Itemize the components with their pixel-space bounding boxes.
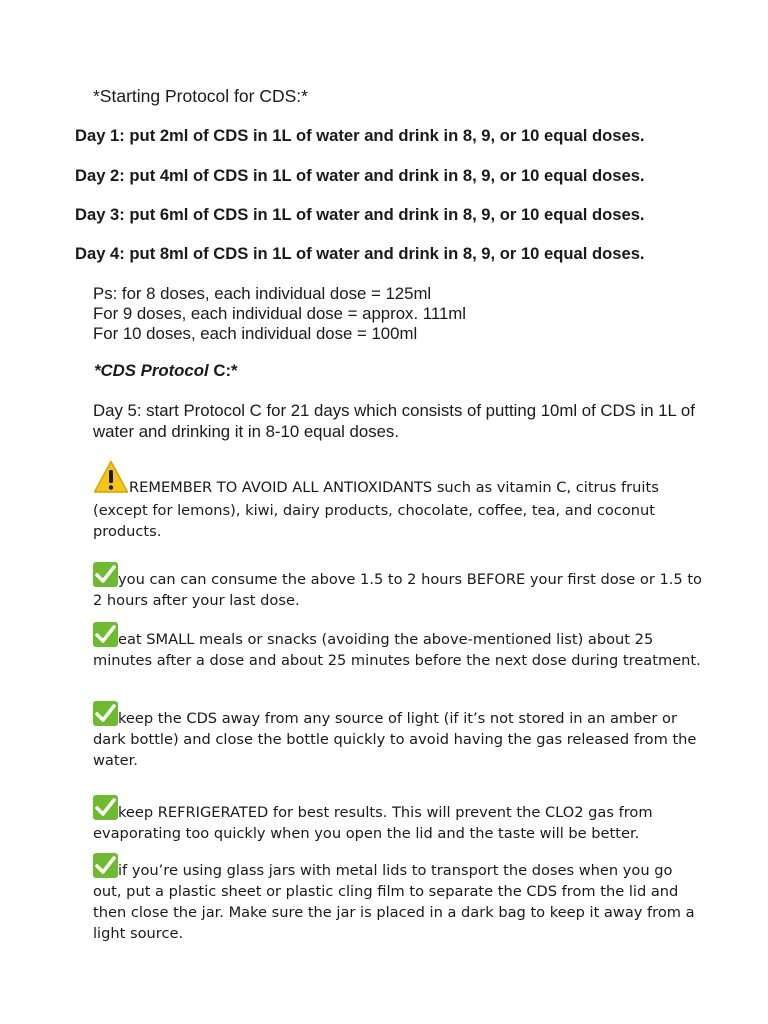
day-1-instruction: Day 1: put 2ml of CDS in 1L of water and drink in 8, 9, or 10 equal doses. [75, 126, 645, 145]
refrigerate-note-text: keep REFRIGERATED for best results. This will prevent the CLO2 gas from evaporating too quickly when you open the lid and the taste will be better. [93, 804, 653, 842]
transport-note-text: if you’re using glass jars with metal lids to transport the doses when you go out, put a plastic sheet or plastic cling film to separate the CDS from the lid and then close the jar. Make sure the jar is placed in a dark bag to keep it away from a light source. [93, 862, 695, 942]
dose-note-8: Ps: for 8 doses, each individual dose = 125ml [93, 284, 432, 303]
meals-note [93, 622, 703, 671]
day-4-instruction: Day 4: put 8ml of CDS in 1L of water and drink in 8, 9, or 10 equal doses. [75, 244, 645, 263]
protocol-c-heading-italic: *CDS Protocol [94, 361, 209, 380]
light-note [93, 701, 703, 771]
warning-text: REMEMBER TO AVOID ALL ANTIOXIDANTS such as vitamin C, citrus fruits (except for lemons), kiwi, dairy products, chocolate, coffee, tea, and coconut products. [93, 479, 659, 540]
refrigerate-note [93, 795, 703, 844]
warning-icon [93, 460, 129, 500]
antioxidant-warning [93, 460, 703, 542]
day-2-instruction: Day 2: put 4ml of CDS in 1L of water and drink in 8, 9, or 10 equal doses. [75, 166, 645, 185]
protocol-c-heading-rest: C:* [208, 361, 238, 380]
check-mark-icon [93, 622, 118, 647]
timing-note [93, 562, 703, 611]
day-3-instruction: Day 3: put 6ml of CDS in 1L of water and drink in 8, 9, or 10 equal doses. [75, 205, 645, 224]
day-5-instruction: Day 5: start Protocol C for 21 days which consists of putting 10ml of CDS in 1L of water and drinking it in 8-10 equal doses. [93, 401, 695, 441]
dose-note-9: For 9 doses, each individual dose = approx. 111ml [93, 304, 466, 323]
light-note-text: keep the CDS away from any source of light (if it’s not stored in an amber or dark bottle) and close the bottle quickly to avoid having the gas released from the water. [93, 710, 697, 769]
page-title: *Starting Protocol for CDS:* [93, 86, 308, 106]
meals-note-text: eat SMALL meals or snacks (avoiding the above-mentioned list) about 25 minutes after a dose and about 25 minutes before the next dose during treatment. [93, 631, 701, 669]
check-mark-icon [93, 562, 118, 587]
dose-notes [93, 284, 466, 344]
check-mark-icon [93, 853, 118, 878]
protocol-c-heading [94, 361, 238, 381]
check-mark-icon [93, 701, 118, 726]
timing-note-text: you can can consume the above 1.5 to 2 hours BEFORE your first dose or 1.5 to 2 hours after your last dose. [93, 571, 702, 609]
dose-note-10: For 10 doses, each individual dose = 100ml [93, 324, 418, 343]
check-mark-icon [93, 795, 118, 820]
transport-note [93, 853, 703, 944]
